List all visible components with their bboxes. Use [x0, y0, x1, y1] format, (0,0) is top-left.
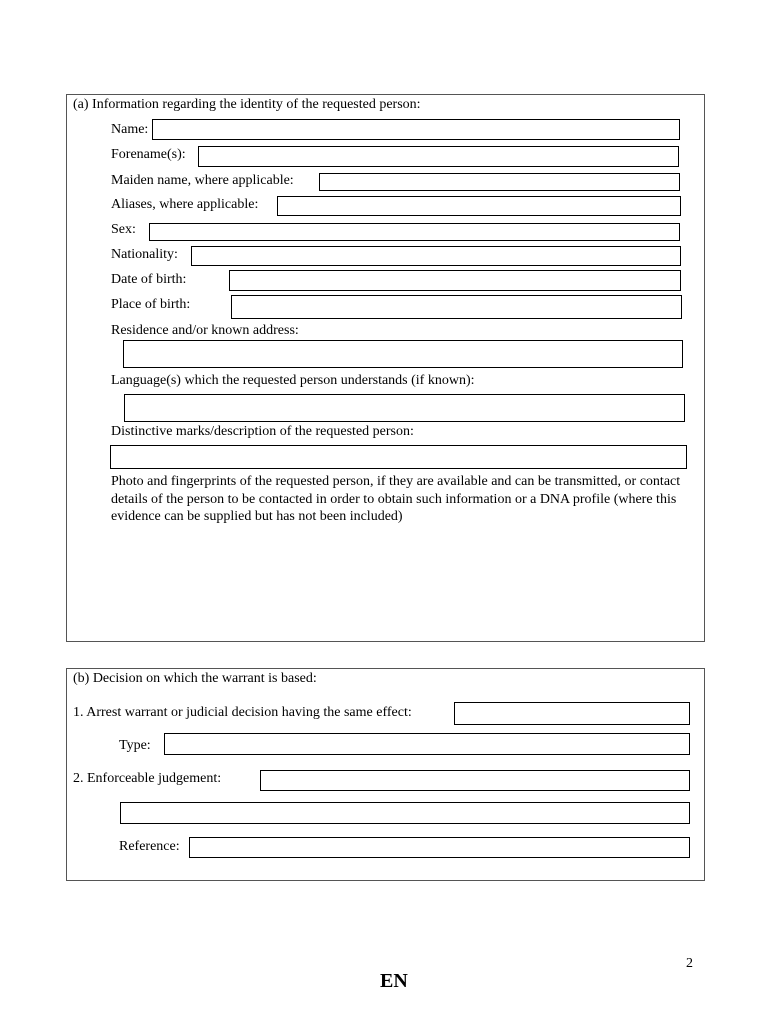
language-code: EN [380, 970, 408, 992]
distinctive-marks-label: Distinctive marks/description of the requested person: [111, 424, 414, 439]
type-label: Type: [119, 738, 151, 753]
reference-field[interactable] [189, 837, 690, 858]
distinctive-marks-field[interactable] [110, 445, 687, 469]
enforceable-judgement-field[interactable] [260, 770, 690, 791]
place-of-birth-label: Place of birth: [111, 297, 191, 312]
nationality-label: Nationality: [111, 247, 178, 262]
aliases-field[interactable] [277, 196, 681, 216]
enforceable-judgement-field-2[interactable] [120, 802, 690, 824]
name-field[interactable] [152, 119, 680, 140]
section-b-title: (b) Decision on which the warrant is based: [73, 671, 317, 686]
sex-field[interactable] [149, 223, 680, 241]
languages-label: Language(s) which the requested person understands (if known): [111, 373, 475, 388]
languages-field[interactable] [124, 394, 685, 422]
page-number: 2 [686, 956, 693, 971]
enforceable-judgement-label: 2. Enforceable judgement: [73, 771, 222, 786]
maiden-name-field[interactable] [319, 173, 680, 191]
name-label: Name: [111, 122, 149, 137]
section-a-title: (a) Information regarding the identity of the requested person: [73, 97, 421, 112]
aliases-label: Aliases, where applicable: [111, 197, 259, 212]
sex-label: Sex: [111, 222, 136, 237]
residence-label: Residence and/or known address: [111, 323, 299, 338]
reference-label: Reference: [119, 839, 180, 854]
type-field[interactable] [164, 733, 690, 755]
arrest-warrant-field[interactable] [454, 702, 690, 725]
arrest-warrant-label: 1. Arrest warrant or judicial decision having the same effect: [73, 705, 412, 720]
date-of-birth-field[interactable] [229, 270, 681, 291]
date-of-birth-label: Date of birth: [111, 272, 187, 287]
forenames-field[interactable] [198, 146, 679, 167]
photo-fingerprints-text: Photo and fingerprints of the requested person, if they are available and can be transmitted, or contact details of the person to be contacted in order to obtain such information or a DNA profile (where this evidence can be supplied but has not been included) [111, 474, 681, 524]
maiden-name-label: Maiden name, where applicable: [111, 173, 294, 188]
nationality-field[interactable] [191, 246, 681, 266]
forenames-label: Forename(s): [111, 147, 186, 162]
place-of-birth-field[interactable] [231, 295, 682, 319]
residence-field[interactable] [123, 340, 683, 368]
